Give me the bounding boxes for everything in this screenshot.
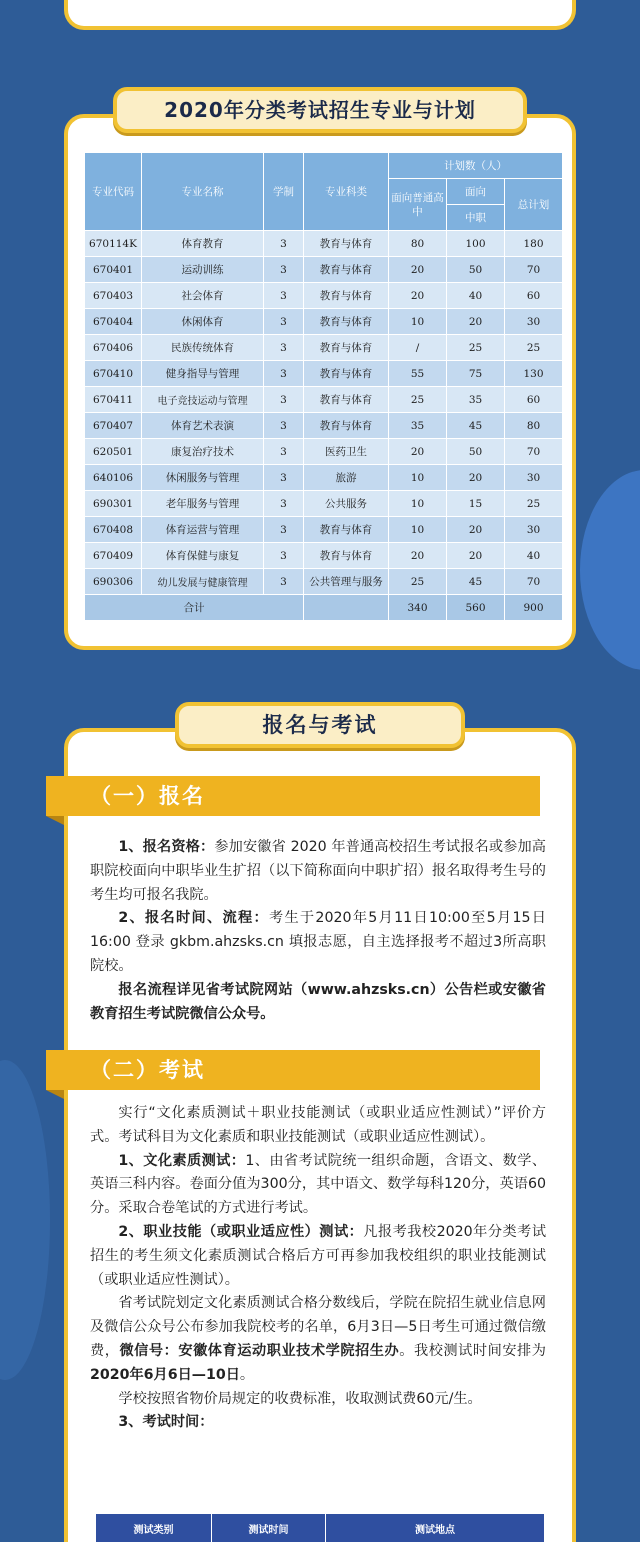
cell-vocational: 100 (447, 231, 505, 257)
cell-years: 3 (264, 465, 304, 491)
qualification-text: 参加安徽省 2020 年普通高校招生考试报名或参加高职院校面向中职毕业生扩招（以下简称面向中职扩招）报名取得考生号的考生均可报名我院。 (90, 839, 546, 903)
table-row (85, 309, 563, 335)
table-row (85, 465, 563, 491)
cell-category: 教育与体育 (304, 335, 389, 361)
cell-total: 130 (505, 361, 563, 387)
cell-name: 老年服务与管理 (142, 491, 264, 517)
cell-category: 教育与体育 (304, 543, 389, 569)
cell-code: 670408 (85, 517, 142, 543)
cell-vocational: 45 (447, 413, 505, 439)
header-total: 总计划 (505, 179, 563, 231)
cell-vocational: 75 (447, 361, 505, 387)
cell-general: 10 (389, 465, 447, 491)
table-row (85, 283, 563, 309)
test-dates: 2020年6月6日—10日 (90, 1366, 240, 1383)
cell-total: 80 (505, 413, 563, 439)
cell-total: 60 (505, 387, 563, 413)
cell-total: 70 (505, 257, 563, 283)
header-years: 学制 (264, 153, 304, 231)
exam-schedule (90, 1292, 546, 1387)
cell-category: 教育与体育 (304, 283, 389, 309)
section-exam-text (90, 1102, 546, 1435)
col-test-location: 测试地点 (415, 1524, 455, 1536)
header-vocational-top: 面向 (447, 179, 505, 205)
cell-vocational: 50 (447, 257, 505, 283)
cell-category: 旅游 (304, 465, 389, 491)
exam-time-label: 3、考试时间： (118, 1414, 214, 1431)
table-row (85, 413, 563, 439)
cell-code: 670404 (85, 309, 142, 335)
cell-total-label: 合计 (85, 595, 304, 621)
cell-general: 35 (389, 413, 447, 439)
schedule-text-a: 省考试院划定文化素质测试合格分数线后，学院在院招生就业信息网及微信公众号公布参加我院校考的名单，6月3日—5日考生可通过微信缴费， (90, 1295, 546, 1359)
cell-code: 670403 (85, 283, 142, 309)
exam-schedule-table-header (96, 1514, 544, 1542)
exam-intro (90, 1102, 546, 1150)
cell-general: 10 (389, 491, 447, 517)
header-name: 专业名称 (142, 153, 264, 231)
registration-note (90, 979, 546, 1027)
exam-intro-text: 实行“文化素质测试＋职业技能测试（或职业适应性测试）”评价方式。考试科目为文化素质和职业技能测试（或职业适应性测试）。 (90, 1105, 546, 1145)
decorative-blob-left (0, 1060, 50, 1380)
cell-vocational: 20 (447, 517, 505, 543)
section-registration-heading: （一）报名 (46, 776, 540, 816)
table-total-row (85, 595, 563, 621)
cell-name: 体育艺术表演 (142, 413, 264, 439)
cell-vocational: 40 (447, 283, 505, 309)
qualification-label: 1、报名资格： (118, 839, 215, 855)
culture-test-text: 1、由省考试院统一组织命题，含语文、数学、英语三科内容。卷面分值为300分，其中语文、数学每科120分，英语60分。采取合卷笔试的方式进行考试。 (90, 1152, 547, 1217)
cell-total: 180 (505, 231, 563, 257)
culture-test-label: 1、文化素质测试： (118, 1152, 246, 1169)
cell-category: 教育与体育 (304, 517, 389, 543)
cell-category: 教育与体育 (304, 309, 389, 335)
section-registration-text (90, 836, 546, 1026)
cell-total: 25 (505, 491, 563, 517)
cell-name: 休闲服务与管理 (142, 465, 264, 491)
cell-category: 公共服务 (304, 491, 389, 517)
skill-test-label: 2、职业技能（或职业适应性）测试： (118, 1223, 364, 1240)
col-test-type: 测试类别 (96, 1514, 212, 1542)
cell-general: 20 (389, 543, 447, 569)
cell-general: 80 (389, 231, 447, 257)
cell-name: 电子竞技运动与管理 (142, 387, 264, 413)
cell-general: 10 (389, 309, 447, 335)
cell-name: 幼儿发展与健康管理 (142, 569, 264, 595)
cell-years: 3 (264, 439, 304, 465)
top-panel (64, 0, 576, 30)
table-row (85, 517, 563, 543)
plan-title: 2020年分类考试招生专业与计划 (113, 87, 527, 133)
cell-category: 教育与体育 (304, 231, 389, 257)
cell-vocational: 45 (447, 569, 505, 595)
cell-total: 60 (505, 283, 563, 309)
exam-skill-test (90, 1221, 546, 1292)
cell-general: 10 (389, 517, 447, 543)
cell-total-general: 340 (389, 595, 447, 621)
cell-category: 公共管理与服务 (304, 569, 389, 595)
schedule-text-b: 。我校测试时间安排为 (399, 1342, 546, 1359)
cell-general: / (389, 335, 447, 361)
header-category: 专业科类 (304, 153, 389, 231)
cell-total: 30 (505, 465, 563, 491)
header-vocational-bottom: 中职 (447, 205, 505, 231)
cell-code: 670410 (85, 361, 142, 387)
exam-time-heading (90, 1411, 546, 1435)
cell-total-vocational: 560 (447, 595, 505, 621)
fee-text: 学校按照省物价局规定的收费标准，收取测试费60元/生。 (118, 1390, 482, 1407)
cell-vocational: 25 (447, 335, 505, 361)
cell-code: 620501 (85, 439, 142, 465)
process-text: 考生于2020年5月11日10:00至5月15日16:00 登录 gkbm.ahzsks.cn 填报志愿，自主选择报考不超过3所高职院校。 (90, 910, 546, 974)
cell-years: 3 (264, 335, 304, 361)
cell-category: 教育与体育 (304, 257, 389, 283)
cell-vocational: 35 (447, 387, 505, 413)
schedule-text-c: 。 (239, 1366, 255, 1383)
cell-years: 3 (264, 517, 304, 543)
cell-vocational: 50 (447, 439, 505, 465)
cell-general: 20 (389, 283, 447, 309)
cell-total: 40 (505, 543, 563, 569)
cell-category: 教育与体育 (304, 413, 389, 439)
header-code: 专业代码 (85, 153, 142, 231)
cell-vocational: 20 (447, 465, 505, 491)
cell-general: 25 (389, 387, 447, 413)
table-row (85, 387, 563, 413)
cell-general: 20 (389, 257, 447, 283)
cell-total-total: 900 (505, 595, 563, 621)
cell-code: 690301 (85, 491, 142, 517)
cell-total: 70 (505, 569, 563, 595)
decorative-blob-right (580, 470, 640, 670)
cell-code: 670406 (85, 335, 142, 361)
cell-total: 25 (505, 335, 563, 361)
cell-vocational: 20 (447, 309, 505, 335)
cell-name: 康复治疗技术 (142, 439, 264, 465)
cell-name: 健身指导与管理 (142, 361, 264, 387)
cell-code: 670411 (85, 387, 142, 413)
cell-general: 55 (389, 361, 447, 387)
cell-general: 25 (389, 569, 447, 595)
exam-title: 报名与考试 (175, 702, 465, 748)
cell-general: 20 (389, 439, 447, 465)
cell-years: 3 (264, 387, 304, 413)
table-row (85, 231, 563, 257)
cell-name: 休闲体育 (142, 309, 264, 335)
cell-name: 民族传统体育 (142, 335, 264, 361)
cell-years: 3 (264, 543, 304, 569)
cell-category: 医药卫生 (304, 439, 389, 465)
exam-fee (90, 1388, 546, 1412)
cell-code: 640106 (85, 465, 142, 491)
cell-years: 3 (264, 569, 304, 595)
cell-years: 3 (264, 257, 304, 283)
cell-name: 体育保健与康复 (142, 543, 264, 569)
cell-years: 3 (264, 361, 304, 387)
cell-years: 3 (264, 283, 304, 309)
cell-code: 670114K (85, 231, 142, 257)
table-row (85, 361, 563, 387)
cell-total: 30 (505, 517, 563, 543)
cell-name: 社会体育 (142, 283, 264, 309)
cell-total-empty (304, 595, 389, 621)
header-general-high: 面向普通高中 (389, 179, 447, 231)
cell-years: 3 (264, 231, 304, 257)
cell-total: 70 (505, 439, 563, 465)
header-plan-count: 计划数（人） (389, 153, 563, 179)
table-row (85, 257, 563, 283)
registration-process (90, 907, 546, 978)
cell-vocational: 15 (447, 491, 505, 517)
cell-years: 3 (264, 309, 304, 335)
cell-years: 3 (264, 491, 304, 517)
registration-qualification (90, 836, 546, 907)
table-row (85, 543, 563, 569)
wechat-id: 微信号：安徽体育运动职业技术学院招生办 (119, 1342, 400, 1359)
table-row (85, 569, 563, 595)
table-row (85, 439, 563, 465)
exam-culture-test (90, 1150, 546, 1221)
cell-vocational: 20 (447, 543, 505, 569)
cell-code: 670407 (85, 413, 142, 439)
note-text: 报名流程详见省考试院网站（www.ahzsks.cn）公告栏或安徽省教育招生考试院微信公众号。 (90, 981, 546, 1022)
process-label: 2、报名时间、流程： (118, 910, 269, 927)
plan-table (84, 152, 563, 621)
cell-category: 教育与体育 (304, 361, 389, 387)
table-row (85, 491, 563, 517)
cell-code: 670409 (85, 543, 142, 569)
cell-category: 教育与体育 (304, 387, 389, 413)
col-test-time: 测试时间 (212, 1514, 326, 1542)
cell-total: 30 (505, 309, 563, 335)
cell-code: 690306 (85, 569, 142, 595)
cell-name: 体育教育 (142, 231, 264, 257)
cell-name: 体育运营与管理 (142, 517, 264, 543)
cell-name: 运动训练 (142, 257, 264, 283)
section-exam-heading: （二）考试 (46, 1050, 540, 1090)
cell-years: 3 (264, 413, 304, 439)
skill-test-text: 凡报考我校2020年分类考试招生的考生须文化素质测试合格后方可再参加我校组织的职业技能测试（或职业适应性测试）。 (90, 1223, 547, 1288)
table-row (85, 335, 563, 361)
cell-code: 670401 (85, 257, 142, 283)
